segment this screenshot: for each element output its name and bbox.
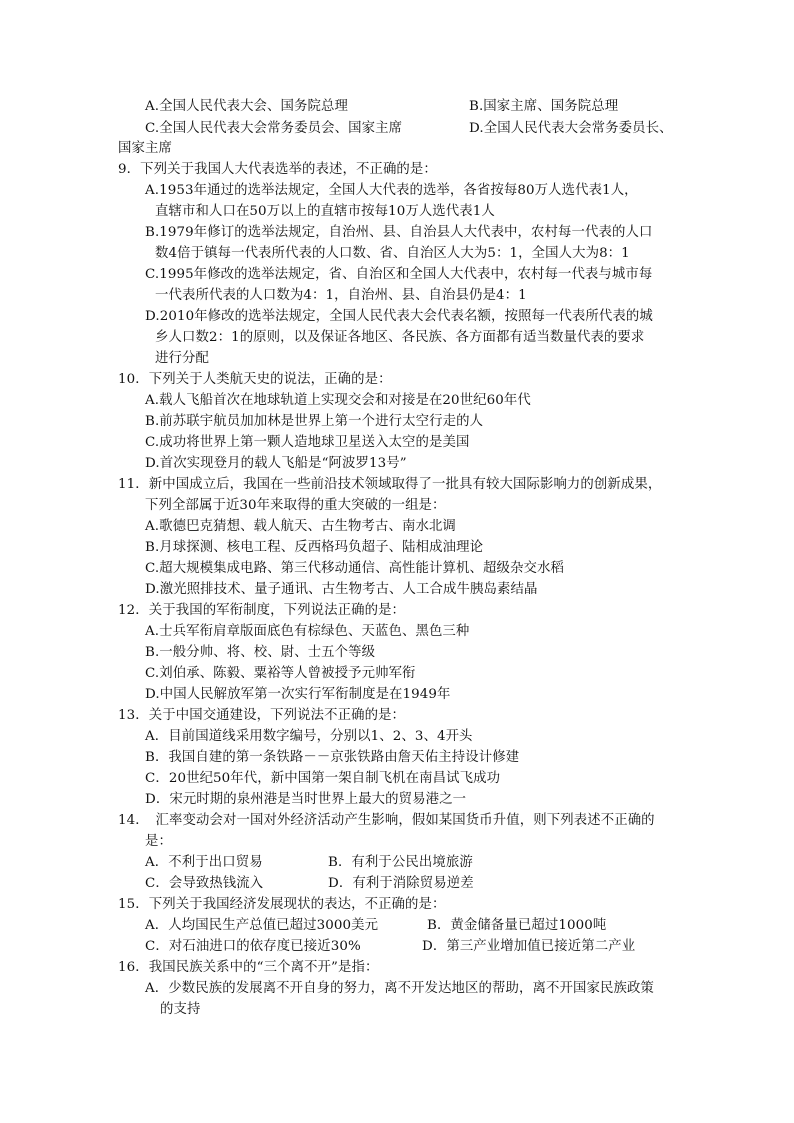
option-15d: D．第三产业增加值已接近第二产业 xyxy=(422,939,636,954)
option-9d-cont: 乡人口数2：1的原则，以及保证各地区、各民族、各方面都有适当数量代表的要求 xyxy=(155,330,645,345)
option-9c-cont: 一代表所代表的人口数为4：1，自治州、县、自治县仍是4：1 xyxy=(155,288,527,303)
option-12c: C.刘伯承、陈毅、粟裕等人曾被授予元帅军衔 xyxy=(145,666,416,681)
option-10a: A.载人飞船首次在地球轨道上实现交会和对接是在20世纪60年代 xyxy=(145,393,531,408)
option-11a: A.歌德巴克猜想、载人航天、古生物考古、南水北调 xyxy=(145,519,456,534)
option-14c: C．会导致热钱流入 xyxy=(145,876,264,891)
option-11c: C.超大规模集成电路、第三代移动通信、高性能计算机、超级杂交水稻 xyxy=(145,561,564,576)
option-15a: A．人均国民生产总值已超过3000美元 xyxy=(145,918,379,933)
option-10b: B.前苏联宇航员加加林是世界上第一个进行太空行走的人 xyxy=(145,414,484,429)
option-14d: D．有利于消除贸易逆差 xyxy=(328,876,474,891)
option-8b: B.国家主席、国务院总理 xyxy=(469,99,619,114)
question-14: 14． 汇率变动会对一国对外经济活动产生影响，假如某国货币升值，则下列表述不正确的 xyxy=(118,813,655,828)
option-8a: A.全国人民代表大会、国务院总理 xyxy=(145,99,348,114)
option-8d-cont: 国家主席 xyxy=(118,141,172,156)
question-10: 10．下列关于人类航天史的说法，正确的是： xyxy=(118,372,392,387)
question-14-cont: 是： xyxy=(145,834,172,849)
option-12b: B.一般分帅、将、校、尉、士五个等级 xyxy=(145,645,376,660)
option-11b: B.月球探测、核电工程、反西格玛负超子、陆相成油理论 xyxy=(145,540,484,555)
option-13b: B．我国自建的第一条铁路－－京张铁路由詹天佑主持设计修建 xyxy=(145,750,520,765)
option-9d-cont2: 进行分配 xyxy=(155,351,209,366)
option-11d: D.激光照排技术、量子通讯、古生物考古、人工合成牛胰岛素结晶 xyxy=(145,582,538,597)
option-13c: C．20世纪50年代，新中国第一架自制飞机在南昌试飞成功 xyxy=(145,771,501,786)
option-15c: C．对石油进口的依存度已接近30% xyxy=(145,939,361,954)
option-9a: A.1953年通过的选举法规定，全国人大代表的选举，各省按每80万人选代表1人， xyxy=(145,183,638,198)
option-10c: C.成功将世界上第一颗人造地球卫星送入太空的是美国 xyxy=(145,435,470,450)
question-11-cont: 下列全部属于近30年来取得的重大突破的一组是： xyxy=(145,498,446,513)
option-9d: D.2010年修改的选举法规定，全国人民代表大会代表名额，按照每一代表所代表的城 xyxy=(145,309,653,324)
question-16: 16．我国民族关系中的“三个离不开”是指： xyxy=(118,960,379,975)
question-15: 15．下列关于我国经济发展现状的表达，不正确的是： xyxy=(118,897,446,912)
option-8d: D.全国人民代表大会常务委员长、 xyxy=(469,121,673,136)
option-9b-cont: 数4倍于镇每一代表所代表的人口数、省、自治区人大为5：1，全国人大为8：1 xyxy=(155,246,630,261)
option-10d: D.首次实现登月的载人飞船是“阿波罗13号” xyxy=(145,456,407,471)
option-14b: B．有利于公民出境旅游 xyxy=(328,855,473,870)
question-12: 12．关于我国的军衔制度，下列说法正确的是： xyxy=(118,603,406,618)
option-9a-cont: 直辖市和人口在50万以上的直辖市按每10万人选代表1人 xyxy=(155,204,495,219)
option-9b: B.1979年修订的选举法规定，自治州、县、自治县人大代表中，农村每一代表的人口 xyxy=(145,225,653,240)
option-14a: A．不利于出口贸易 xyxy=(145,855,263,870)
option-8c: C.全国人民代表大会常务委员会、国家主席 xyxy=(145,121,403,136)
question-13: 13．关于中国交通建设，下列说法不正确的是： xyxy=(118,708,406,723)
option-12d: D.中国人民解放军第一次实行军衔制度是在1949年 xyxy=(145,687,451,702)
question-11: 11．新中国成立后，我国在一些前沿技术领域取得了一批具有较大国际影响力的创新成果， xyxy=(118,477,662,492)
option-16a: A．少数民族的发展离不开自身的努力，离不开发达地区的帮助，离不开国家民族政策 xyxy=(145,981,654,996)
option-13d: D．宋元时期的泉州港是当时世界上最大的贸易港之一 xyxy=(145,792,467,807)
option-15b: B．黄金储备量已超过1000吨 xyxy=(427,918,607,933)
question-9: 9．下列关于我国人大代表选举的表述，不正确的是： xyxy=(118,162,437,177)
option-16a-cont: 的支持 xyxy=(160,1002,201,1017)
option-9c: C.1995年修改的选举法规定，省、自治区和全国人大代表中，农村每一代表与城市每 xyxy=(145,267,653,282)
option-13a: A．目前国道线采用数字编号，分别以1、2、3、4开头 xyxy=(145,729,473,744)
option-12a: A.士兵军衔肩章版面底色有棕绿色、天蓝色、黑色三种 xyxy=(145,624,470,639)
